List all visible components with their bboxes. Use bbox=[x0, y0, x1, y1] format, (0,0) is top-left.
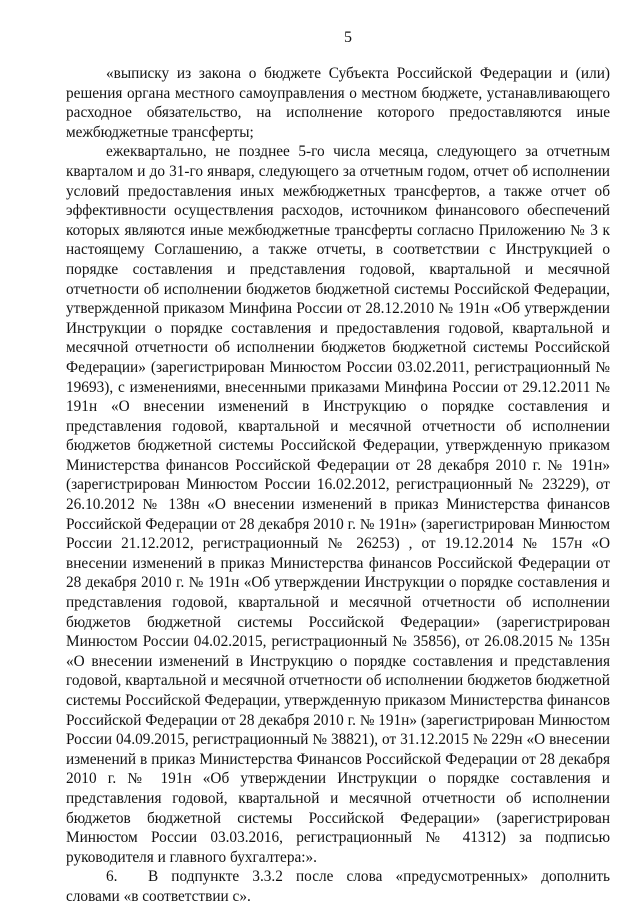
paragraph-quarterly-report: ежеквартально, не позднее 5-го числа месяца, следующего за отчетным кварталом и до 31-го января, следующего за отчетным годом, отчет об исполнении условий предоставления иных межбюджетных трансфертов, а также отчет об эффективности осуществления расходов, источником финансового обеспечений которых являются иные межбюджетные трансферты согласно Приложению № 3 к настоящему Соглашению, а также отчеты, в соответствии с Инструкцией о порядке составления и представления годовой, квартальной и месячной отчетности об исполнении бюджетов бюджетной системы Российской Федерации, утвержденной приказом Минфина России от 28.12.2010 № 191н «Об утверждении Инструкции о порядке составления и предоставления годовой, квартальной и месячной отчетности об исполнении бюджетов бюджетной системы Российской Федерации» (зарегистрирован Минюстом России 03.02.2011, регистрационный № 19693), с изменениями, внесенными приказами Минфина России от 29.12.2011 № 191н «О внесении изменений в Инструкцию о порядке составления и представления годовой, квартальной и месячной отчетности об исполнении бюджетов бюджетной системы Российской Федерации, утвержденную приказом Министерства финансов Российской Федерации от 28 декабря 2010 г. № 191н» (зарегистрирован Минюстом России 16.02.2012, регистрационный № 23229), от 26.10.2012 № 138н «О внесении изменений в приказ Министерства финансов Российской Федерации от 28 декабря 2010 г. № 191н» (зарегистрирован Минюстом России 21.12.2012, регистрационный № 26253) , от 19.12.2014 № 157н «О внесении изменений в приказ Министерства финансов Российской Федерации от 28 декабря 2010 г. № 191н «Об утверждении Инструкции о порядке составления и представления годовой, квартальной и месячной отчетности об исполнении бюджетов бюджетной системы Российской Федерации» (зарегистрирован Минюстом России 04.02.2015, регистрационный № 35856), от 26.08.2015 № 135н «О внесении изменений в Инструкцию о порядке составления и представления годовой, квартальной и месячной отчетности об исполнении бюджетов бюджетной системы Российской Федерации, утвержденную приказом Министерства финансов Российской Федерации от 28 декабря 2010 г. № 191н» (зарегистрирован Минюстом России 04.09.2015, регистрационный № 38821), от 31.12.2015 № 229н «О внесении изменений в приказ Министерства Финансов Российской Федерации от 28 декабря 2010 г. № 191н «Об утверждении Инструкции о порядке составления и представления годовой, квартальной и месячной отчетности об исполнении бюджетов бюджетной системы Российской Федерации» (зарегистрирован Минюстом России 03.03.2016, регистрационный № 41312) за подписью руководителя и главного бухгалтера:». bbox=[66, 143, 610, 866]
list-item-6 bbox=[66, 867, 610, 906]
page-number: 5 bbox=[344, 29, 352, 46]
item-number: 6. bbox=[106, 868, 118, 886]
paragraph-extract: «выписку из закона о бюджете Субъекта Российской Федерации и (или) решения органа местного самоуправления о местном бюджете, устанавливающего расходное обязательство, на исполнение которого предоставляются иные межбюджетные трансферты; bbox=[66, 65, 610, 141]
item-text: В подпункте 3.3.2 после слова «предусмотренных» дополнить словами «в соответствии с». bbox=[66, 868, 610, 905]
